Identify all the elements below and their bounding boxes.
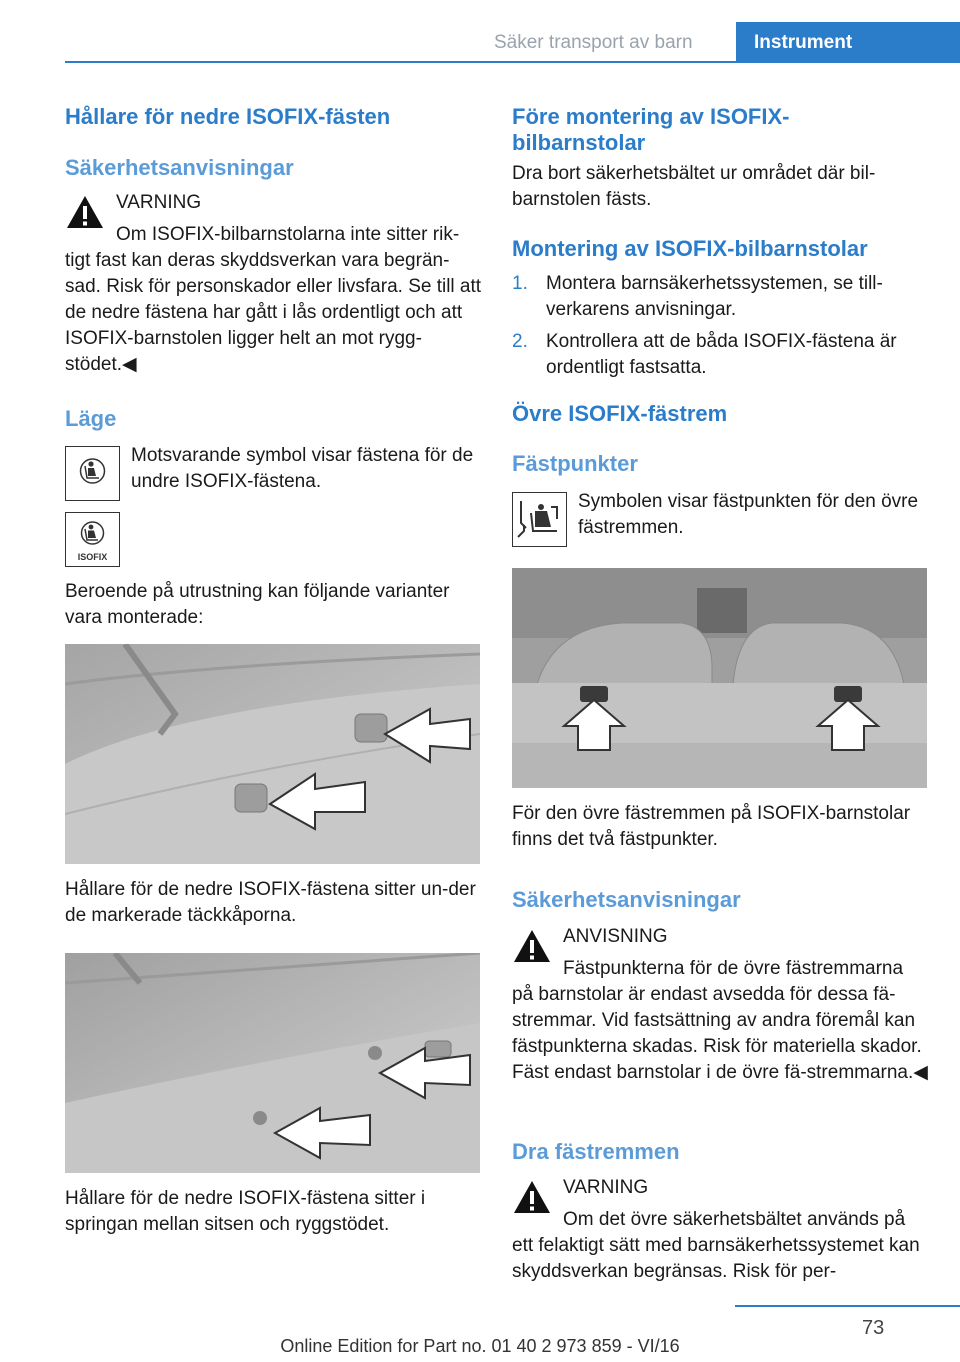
heading-position: Läge (65, 406, 117, 431)
mounting-steps (512, 271, 932, 387)
before-mounting-text: Dra bort säkerhetsbältet ur området där bil-barnstolen fästs. (512, 163, 876, 210)
heading-safety-right: Säkerhetsanvisningar (512, 887, 741, 912)
photo2-caption: Hållare för de nedre ISOFIX-fästena sitter i springan mellan sitsen och ryggstödet. (65, 1188, 426, 1235)
header-rule (65, 61, 960, 63)
heading-mounting: Montering av ISOFIX-bilbarnstolar (512, 236, 868, 261)
heading-upper-tether: Övre ISOFIX-fästrem (512, 401, 728, 426)
photo3-caption: För den övre fästremmen på ISOFIX-barnstolar finns det två fästpunkter. (512, 803, 911, 850)
heading-lower-isofix: Hållare för nedre ISOFIX-fästen (65, 104, 391, 129)
symbol-description: Motsvarande symbol visar fästena för de undre ISOFIX-fästena. (131, 445, 474, 492)
warning-text-first: Om ISOFIX-bilbarnstolarna inte sitter rik- (116, 224, 460, 245)
header-section-title: Säker transport av barn (494, 32, 693, 53)
heading-before-mounting: Före montering av ISOFIX-bilbarnstolar (512, 104, 790, 155)
notice-text-rest: på barnstolar är endast avsedda för dessa fä-stremmar. Vid fastsättning av andra föremål kan fästpunkterna skadas. Risk för materiella skador. Fäst endast barnstolar i de övre fä-stremmarna.◀ (512, 984, 928, 1083)
isofix-covers-photo (65, 644, 480, 864)
list-item: 1. Montera barnsäkerhetssystemen, se till-verkarens anvisningar. (512, 273, 883, 320)
heading-anchor-points: Fästpunkter (512, 451, 638, 476)
heading-safety-left: Säkerhetsanvisningar (65, 155, 294, 180)
isofix-label: ISOFIX (77, 552, 108, 562)
heading-pull-tether: Dra fästremmen (512, 1139, 680, 1164)
isofix-gap-photo (65, 953, 480, 1173)
tether-anchor-symbol-icon (512, 492, 567, 547)
notice-triangle-icon (512, 928, 552, 964)
variants-text: Beroende på utrustning kan följande varianter vara monterade: (65, 581, 450, 628)
anchor-symbol-description: Symbolen visar fästpunkten för den övre fästremmen. (578, 491, 919, 538)
child-seat-symbol-icon (65, 446, 120, 501)
list-item: 2. Kontrollera att de båda ISOFIX-fästena är ordentligt fastsatta. (512, 331, 897, 378)
isofix-symbol-icon (65, 512, 120, 567)
footer-rule (735, 1305, 960, 1307)
warning-text-rest: tigt fast kan deras skyddsverkan vara begrän-sad. Risk för personskador eller livsfara. Se till att de nedre fästena har gått i lås ordentligt och att ISOFIX-barnstolen ligger helt an mot rygg-stödet.◀ (65, 250, 482, 375)
warning2-text-rest: ett felaktigt sätt med barnsäkerhetssystemet kan skyddsverkan begränsas. Risk för per- (512, 1235, 920, 1282)
warning2-title: VARNING (563, 1177, 649, 1198)
warning2-text-first: Om det övre säkerhetsbältet används på (563, 1209, 906, 1230)
warning-title: VARNING (116, 192, 202, 213)
header-chapter-tab[interactable]: Instrument (736, 22, 960, 63)
notice-title: ANVISNING (563, 926, 668, 947)
warning-triangle-icon (65, 194, 105, 230)
notice-text-first: Fästpunkterna för de övre fästremmarna (563, 958, 904, 979)
upper-anchor-photo (512, 568, 927, 788)
warning-triangle-icon (512, 1179, 552, 1215)
photo1-caption: Hållare för de nedre ISOFIX-fästena sitter un-der de markerade täckkåporna. (65, 879, 476, 926)
page-number: 73 (862, 1317, 885, 1339)
footer-edition: Online Edition for Part no. 01 40 2 973 859 - VI/16 (280, 1336, 680, 1356)
